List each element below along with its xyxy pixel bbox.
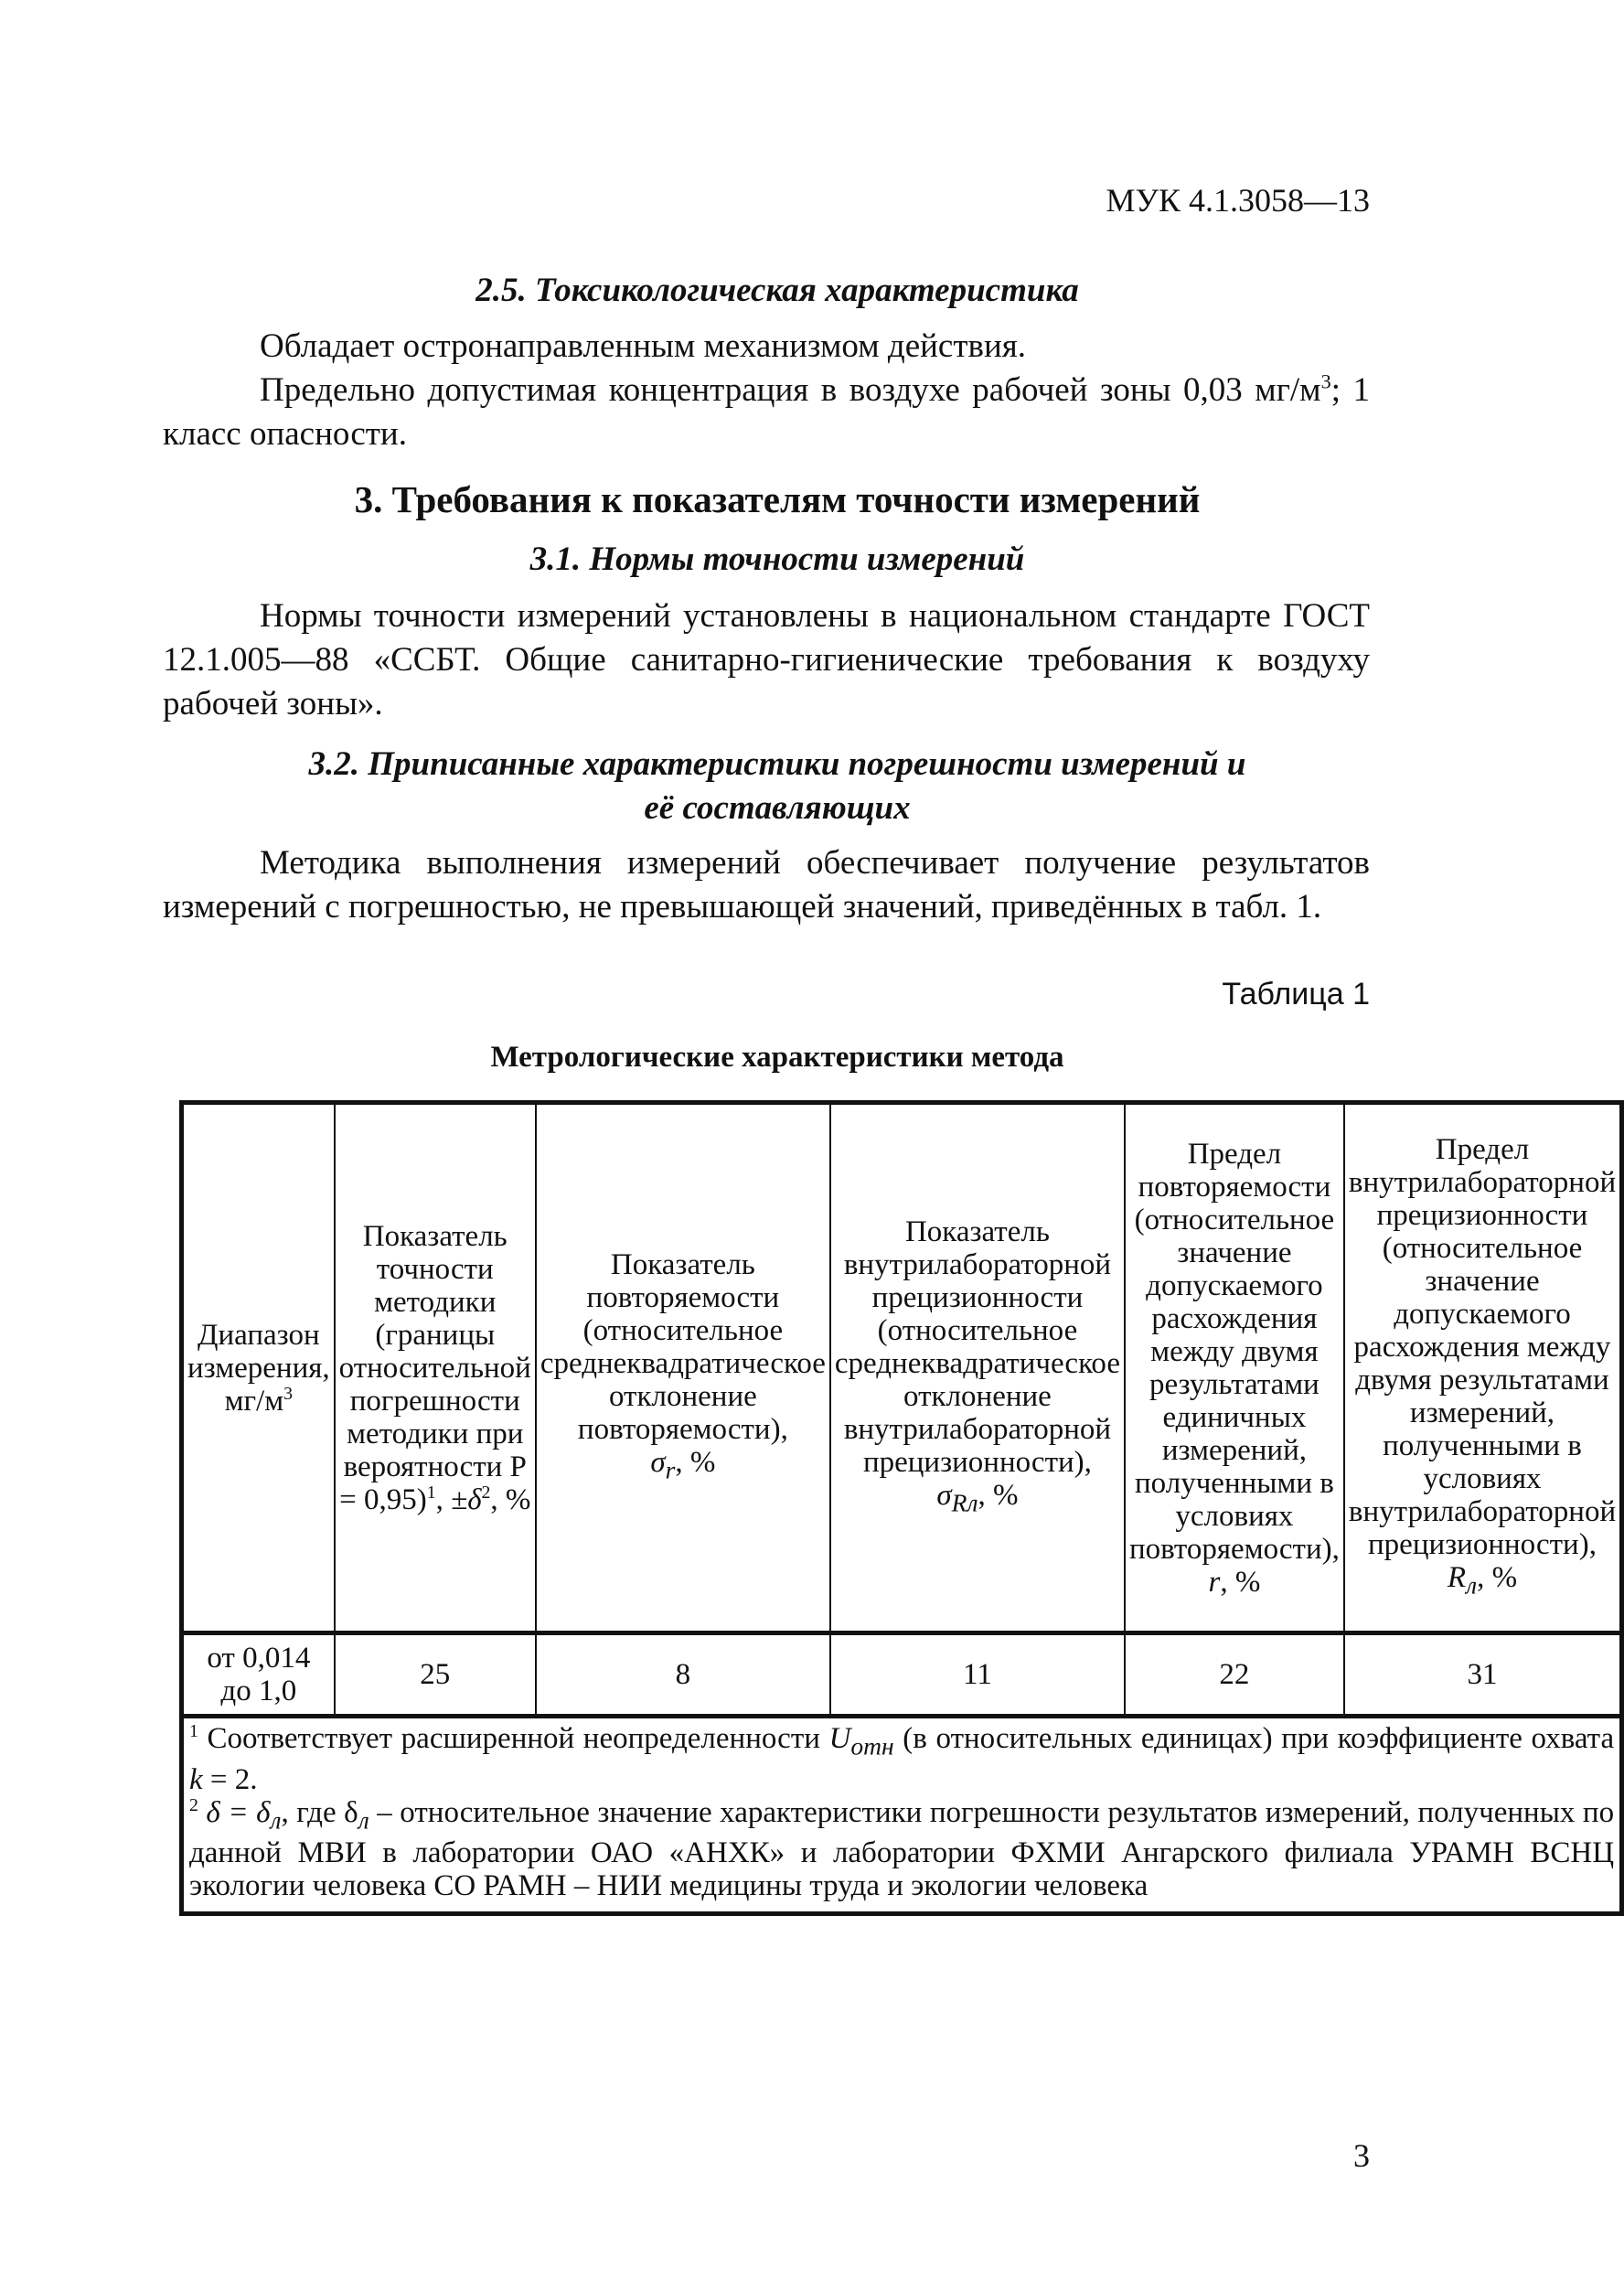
method-error-paragraph: Методика выполнения измерений обеспечивает получение результатов измерений с погрешностью, не превышающей значений, приведённых в табл. 1. — [163, 844, 1370, 926]
footnote-1 — [189, 1722, 1614, 1796]
footnote-2-subscript-2: л — [358, 1805, 369, 1835]
table-row — [182, 1633, 1622, 1717]
mac-text: Предельно допустимая концентрация в воздухе рабочей зоны 0,03 мг/м — [260, 371, 1321, 409]
header-intralab-limit-text: Предел внутрилабораторной прецизионности (относительное значение допускаемого расхождения между двумя результатами измерений, полученными в условиях внутрилабораторной прецизионности), — [1348, 1133, 1617, 1562]
section-2-5-title: 2.5. Токсикологическая характеристика — [475, 272, 1079, 309]
document-code: МУК 4.1.3058—13 — [1106, 182, 1370, 219]
footnote-2 — [189, 1796, 1614, 1903]
cell-intralab-limit: 31 — [1344, 1633, 1622, 1717]
header-range — [182, 1103, 335, 1633]
section-3-title: 3. Требования к показателям точности измерений — [354, 478, 1201, 520]
cell-range — [182, 1633, 335, 1717]
footnote-2-text-b: , где δ — [281, 1795, 358, 1829]
footnote-2-subscript-1: л — [270, 1805, 282, 1835]
section-3-1-title: 3.1. Нормы точности измерений — [529, 540, 1025, 578]
header-repeatability-limit — [1125, 1103, 1344, 1633]
header-accuracy: Показатель точности методики (границы относительной погрешности методики при вероятности P = 0,95)$^1$, $\pm\delta^2$, % — [335, 1103, 536, 1633]
section-3-2-title-line-2: её составляющих — [644, 789, 911, 827]
footnote-1-text-a: Соответствует расширенной неопределенности — [198, 1722, 829, 1755]
footnote-1-k: k — [189, 1762, 203, 1796]
section-3-2-title-line-1: 3.2. Приписанные характеристики погрешности измерений и — [308, 745, 1246, 783]
header-intralab-limit — [1344, 1103, 1622, 1633]
table-notes-row — [182, 1717, 1622, 1914]
footnote-1-subscript: отн — [850, 1731, 894, 1761]
header-intralab-precision — [830, 1103, 1125, 1633]
section-2-5-body — [163, 325, 1370, 456]
section-3-2-body — [163, 841, 1370, 929]
header-intralab-limit-symbol: R — [1447, 1561, 1467, 1595]
header-intralab-precision-unit: , % — [978, 1479, 1019, 1513]
footnote-2-formula-a: δ = δ — [198, 1795, 271, 1829]
cell-range-line-2: до 1,0 — [220, 1675, 297, 1707]
header-repeatability-limit-text: Предел повторяемости (относительное значение допускаемого расхождения между двумя результатами единичных измерений, полученными в условиях повторяемости), — [1128, 1137, 1340, 1566]
section-3-1-body — [163, 594, 1370, 726]
cell-repeatability-limit: 22 — [1125, 1633, 1344, 1717]
header-intralab-precision-subscript: Rл — [951, 1488, 978, 1517]
table-title: Метрологические характеристики метода — [490, 1041, 1064, 1074]
footnote-2-mark: 2 — [189, 1794, 198, 1815]
footnote-1-mark: 1 — [189, 1721, 198, 1741]
section-3-2-title — [0, 743, 1555, 830]
header-accuracy-symbol-mark: 2 — [481, 1482, 491, 1503]
cell-range-line-1: от 0,014 — [207, 1642, 311, 1675]
header-accuracy-footnote-mark: 1 — [426, 1482, 436, 1503]
table-header-row — [182, 1103, 1622, 1633]
header-repeatability-text: Показатель повторяемости (относительное среднеквадратическое отклонение повторяемости), — [540, 1248, 826, 1447]
header-repeatability-subscript: r — [665, 1455, 676, 1484]
header-intralab-limit-subscript: л — [1466, 1570, 1478, 1600]
header-repeatability-symbol: σ — [650, 1446, 666, 1480]
accuracy-norms-paragraph: Нормы точности измерений установлены в национальном стандарте ГОСТ 12.1.005—88 «ССБТ. Общие санитарно-гигиенические требования к воздуху рабочей зоны». — [163, 597, 1370, 722]
header-intralab-precision-text: Показатель внутрилабораторной прецизионности (относительное среднеквадратическое отклонение внутрилабораторной прецизионности), — [834, 1215, 1120, 1480]
header-accuracy-text: Показатель точности методики (границы относительной погрешности методики при вероятности P = 0,95) — [338, 1219, 531, 1516]
header-accuracy-symbol: ±δ — [451, 1482, 482, 1516]
table-label: Таблица 1 — [1222, 977, 1370, 1011]
header-accuracy-unit: , % — [490, 1482, 531, 1516]
header-repeatability-unit: , % — [675, 1446, 716, 1480]
toxicology-paragraph-1: Обладает остронаправленным механизмом действия. — [260, 327, 1027, 365]
footnote-1-text-c: = 2. — [202, 1762, 258, 1796]
page-number: 3 — [1353, 2137, 1370, 2174]
hazard-class-text: ; 1 класс опасности. — [163, 371, 1370, 453]
header-intralab-precision-symbol: σ — [936, 1479, 952, 1513]
footnote-2-text-c: – относительное значение характеристики погрешности результатов измерений, полученных по данной МВИ в лаборатории ОАО «АНХК» и лаборатории ФХМИ Ангарского филиала УРАМН ВСНЦ экологии человека СО РАМН – НИИ медицины труда и экологии человека — [189, 1795, 1615, 1903]
cell-repeatability: 8 — [536, 1633, 830, 1717]
header-repeatability-limit-unit: , % — [1220, 1565, 1261, 1599]
footnote-1-symbol: U — [828, 1722, 851, 1755]
header-repeatability-limit-symbol: r — [1208, 1565, 1221, 1599]
header-range-superscript: 3 — [283, 1383, 294, 1404]
footnote-1-text-b: (в относительных единицах) при коэффициенте охвата — [893, 1722, 1615, 1755]
toxicology-paragraph-2 — [163, 369, 1370, 456]
header-range-text: Диапазон измерения, мг/м — [187, 1318, 330, 1418]
table-notes — [182, 1717, 1622, 1914]
cell-intralab-precision: 11 — [830, 1633, 1125, 1717]
cell-accuracy: 25 — [335, 1633, 536, 1717]
header-intralab-limit-unit: , % — [1477, 1561, 1518, 1595]
header-repeatability — [536, 1103, 830, 1633]
metrology-table — [179, 1100, 1624, 1916]
mac-unit-superscript: 3 — [1320, 369, 1331, 393]
